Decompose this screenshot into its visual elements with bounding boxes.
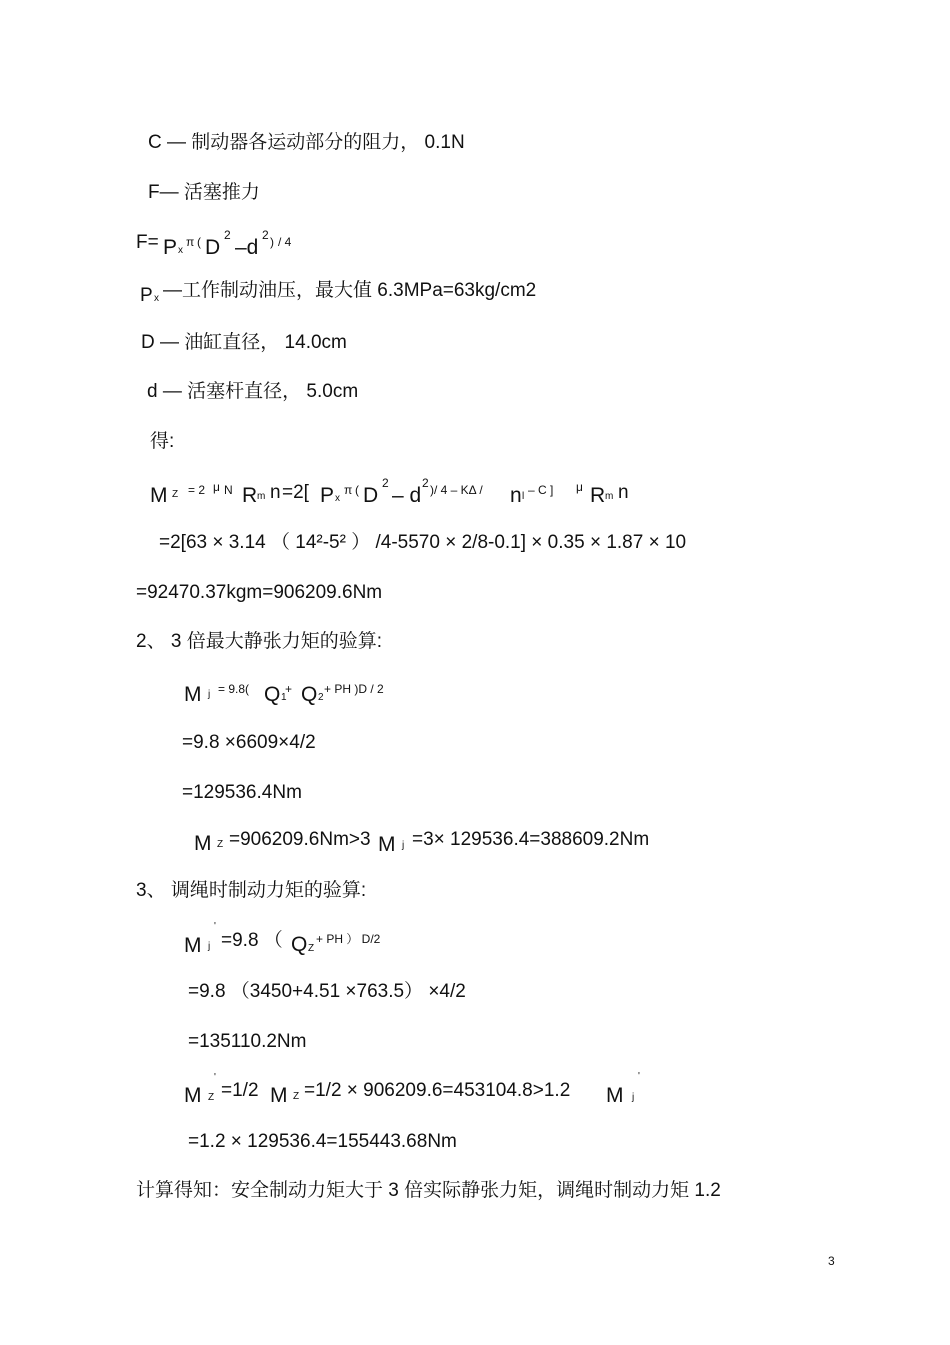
n-lower: n xyxy=(270,482,281,503)
page-number: 3 xyxy=(828,1254,835,1268)
mj2-calculation: =9.8 （3450+4.51 ×763.5） ×4/2 xyxy=(188,981,466,1002)
r-subscript: m xyxy=(257,491,266,502)
f-definition: F— 活塞推力 xyxy=(148,182,260,203)
d2-big-exponent: 2 xyxy=(382,476,389,490)
cmp-m-symbol: M xyxy=(194,832,212,855)
mz2-m-symbol: M xyxy=(184,1084,202,1107)
q2-subscript: 2 xyxy=(318,692,324,703)
conclusion-text: 计算得知：安全制动力矩大于 3 倍实际静张力矩，调绳时制动力矩 1.2 xyxy=(136,1180,721,1201)
p2-subscript: x xyxy=(335,493,340,504)
c-term: – C ] xyxy=(528,483,554,497)
section-2-title: 2、 3 倍最大静张力矩的验算: xyxy=(136,631,382,652)
mj2-prime: ' xyxy=(214,921,216,932)
minus-d: –d xyxy=(235,236,259,259)
mj2-subscript: j xyxy=(208,941,211,952)
n-symbol: N xyxy=(224,483,233,497)
section-3-title: 3、 调绳时制动力矩的验算: xyxy=(136,880,367,901)
d-exponent: 2 xyxy=(262,228,269,242)
mz2-mj-prime: ' xyxy=(638,1071,640,1082)
k-delta-term: )/ 4 – KΔ / xyxy=(430,483,483,497)
big-d-definition: D — 油缸直径， 14.0cm xyxy=(141,332,347,353)
d-big-symbol: D xyxy=(205,236,221,259)
nl-symbol: n xyxy=(510,484,522,507)
qz-symbol: Q xyxy=(291,933,308,956)
qz-subscript: Z xyxy=(308,943,315,954)
divide-four: / 4 xyxy=(278,235,292,249)
cmp-m-subscript: Z xyxy=(217,839,224,850)
mj-eq: = 9.8( xyxy=(218,682,250,696)
mz2-half: =1/2 xyxy=(221,1080,259,1101)
m-subscript: Z xyxy=(172,489,179,500)
d2-exponent: 2 xyxy=(422,476,429,490)
plus-sign: + xyxy=(285,682,293,696)
mz-result: =92470.37kgm=906209.6Nm xyxy=(136,582,383,603)
minus-d-2: – d xyxy=(392,484,422,507)
mj2-m-symbol: M xyxy=(184,934,202,957)
d2-big-symbol: D xyxy=(363,484,379,507)
q2-symbol: Q xyxy=(301,683,318,706)
mj-subscript: j xyxy=(208,689,211,700)
mz2-m2-symbol: M xyxy=(270,1084,288,1107)
d-big-exponent: 2 xyxy=(224,228,231,242)
mj-result: =129536.4Nm xyxy=(182,782,302,803)
right-paren: ) xyxy=(270,235,274,249)
mz2-calculation: =1.2 × 129536.4=155443.68Nm xyxy=(188,1131,457,1152)
mz2-mj-subscript: j xyxy=(632,1092,635,1103)
eq-two: = 2 xyxy=(188,483,206,497)
mj2-result: =135110.2Nm xyxy=(188,1031,307,1052)
left-paren: ( xyxy=(197,235,201,249)
cmp-mj-subscript: j xyxy=(402,840,405,851)
mz2-right: =1/2 × 906209.6=453104.8>1.2 xyxy=(304,1080,571,1101)
mz2-m2-subscript: Z xyxy=(293,1091,300,1102)
mu-symbol: μ xyxy=(213,480,220,494)
n2-lower: n xyxy=(618,482,629,503)
ph-term: + PH )D / 2 xyxy=(324,682,384,696)
eq-bracket: =2[ xyxy=(282,482,309,503)
cmp-right: =3× 129536.4=388609.2Nm xyxy=(412,829,650,850)
mj2-eq: =9.8 （ xyxy=(221,930,283,951)
mz2-mj-symbol: M xyxy=(606,1084,624,1107)
cmp-mj-symbol: M xyxy=(378,833,396,856)
pi2-symbol: π xyxy=(344,483,353,497)
mz2-prime: ' xyxy=(214,1072,216,1083)
cmp-left: =906209.6Nm>3 xyxy=(229,829,371,850)
r2-subscript: m xyxy=(605,491,614,502)
de-label: 得: xyxy=(150,431,175,452)
mz2-subscript: Z xyxy=(208,1092,215,1103)
q1-subscript: 1 xyxy=(281,692,287,703)
f-lhs: F= xyxy=(136,232,159,253)
mj-m-symbol: M xyxy=(184,683,202,706)
r-symbol: R xyxy=(242,484,258,507)
mj2-rest: + PH ） D/2 xyxy=(316,932,381,946)
px-text: —工作制动油压，最大值 6.3MPa=63kg/cm2 xyxy=(163,280,537,301)
px-subscript: x xyxy=(154,293,159,304)
px-symbol: P xyxy=(140,285,153,306)
small-d-definition: d — 活塞杆直径， 5.0cm xyxy=(147,381,359,402)
c-definition: C — 制动器各运动部分的阻力， 0.1N xyxy=(148,132,465,153)
p2-symbol: P xyxy=(320,484,335,507)
mu2-symbol: μ xyxy=(576,480,583,494)
p-subscript: x xyxy=(178,245,183,256)
m-symbol: M xyxy=(150,484,168,507)
p-symbol: P xyxy=(163,236,178,259)
mj-calculation: =9.8 ×6609×4/2 xyxy=(182,732,316,753)
nl-subscript: l xyxy=(522,491,525,502)
r2-symbol: R xyxy=(590,484,606,507)
mz-calculation: =2[63 × 3.14 （ 14²-5² ） /4-5570 × 2/8-0.1] × 0.35 × 1.87 × 10 xyxy=(159,532,687,553)
pi-symbol: π xyxy=(186,235,195,249)
q1-symbol: Q xyxy=(264,683,281,706)
left-paren-2: ( xyxy=(355,483,359,497)
